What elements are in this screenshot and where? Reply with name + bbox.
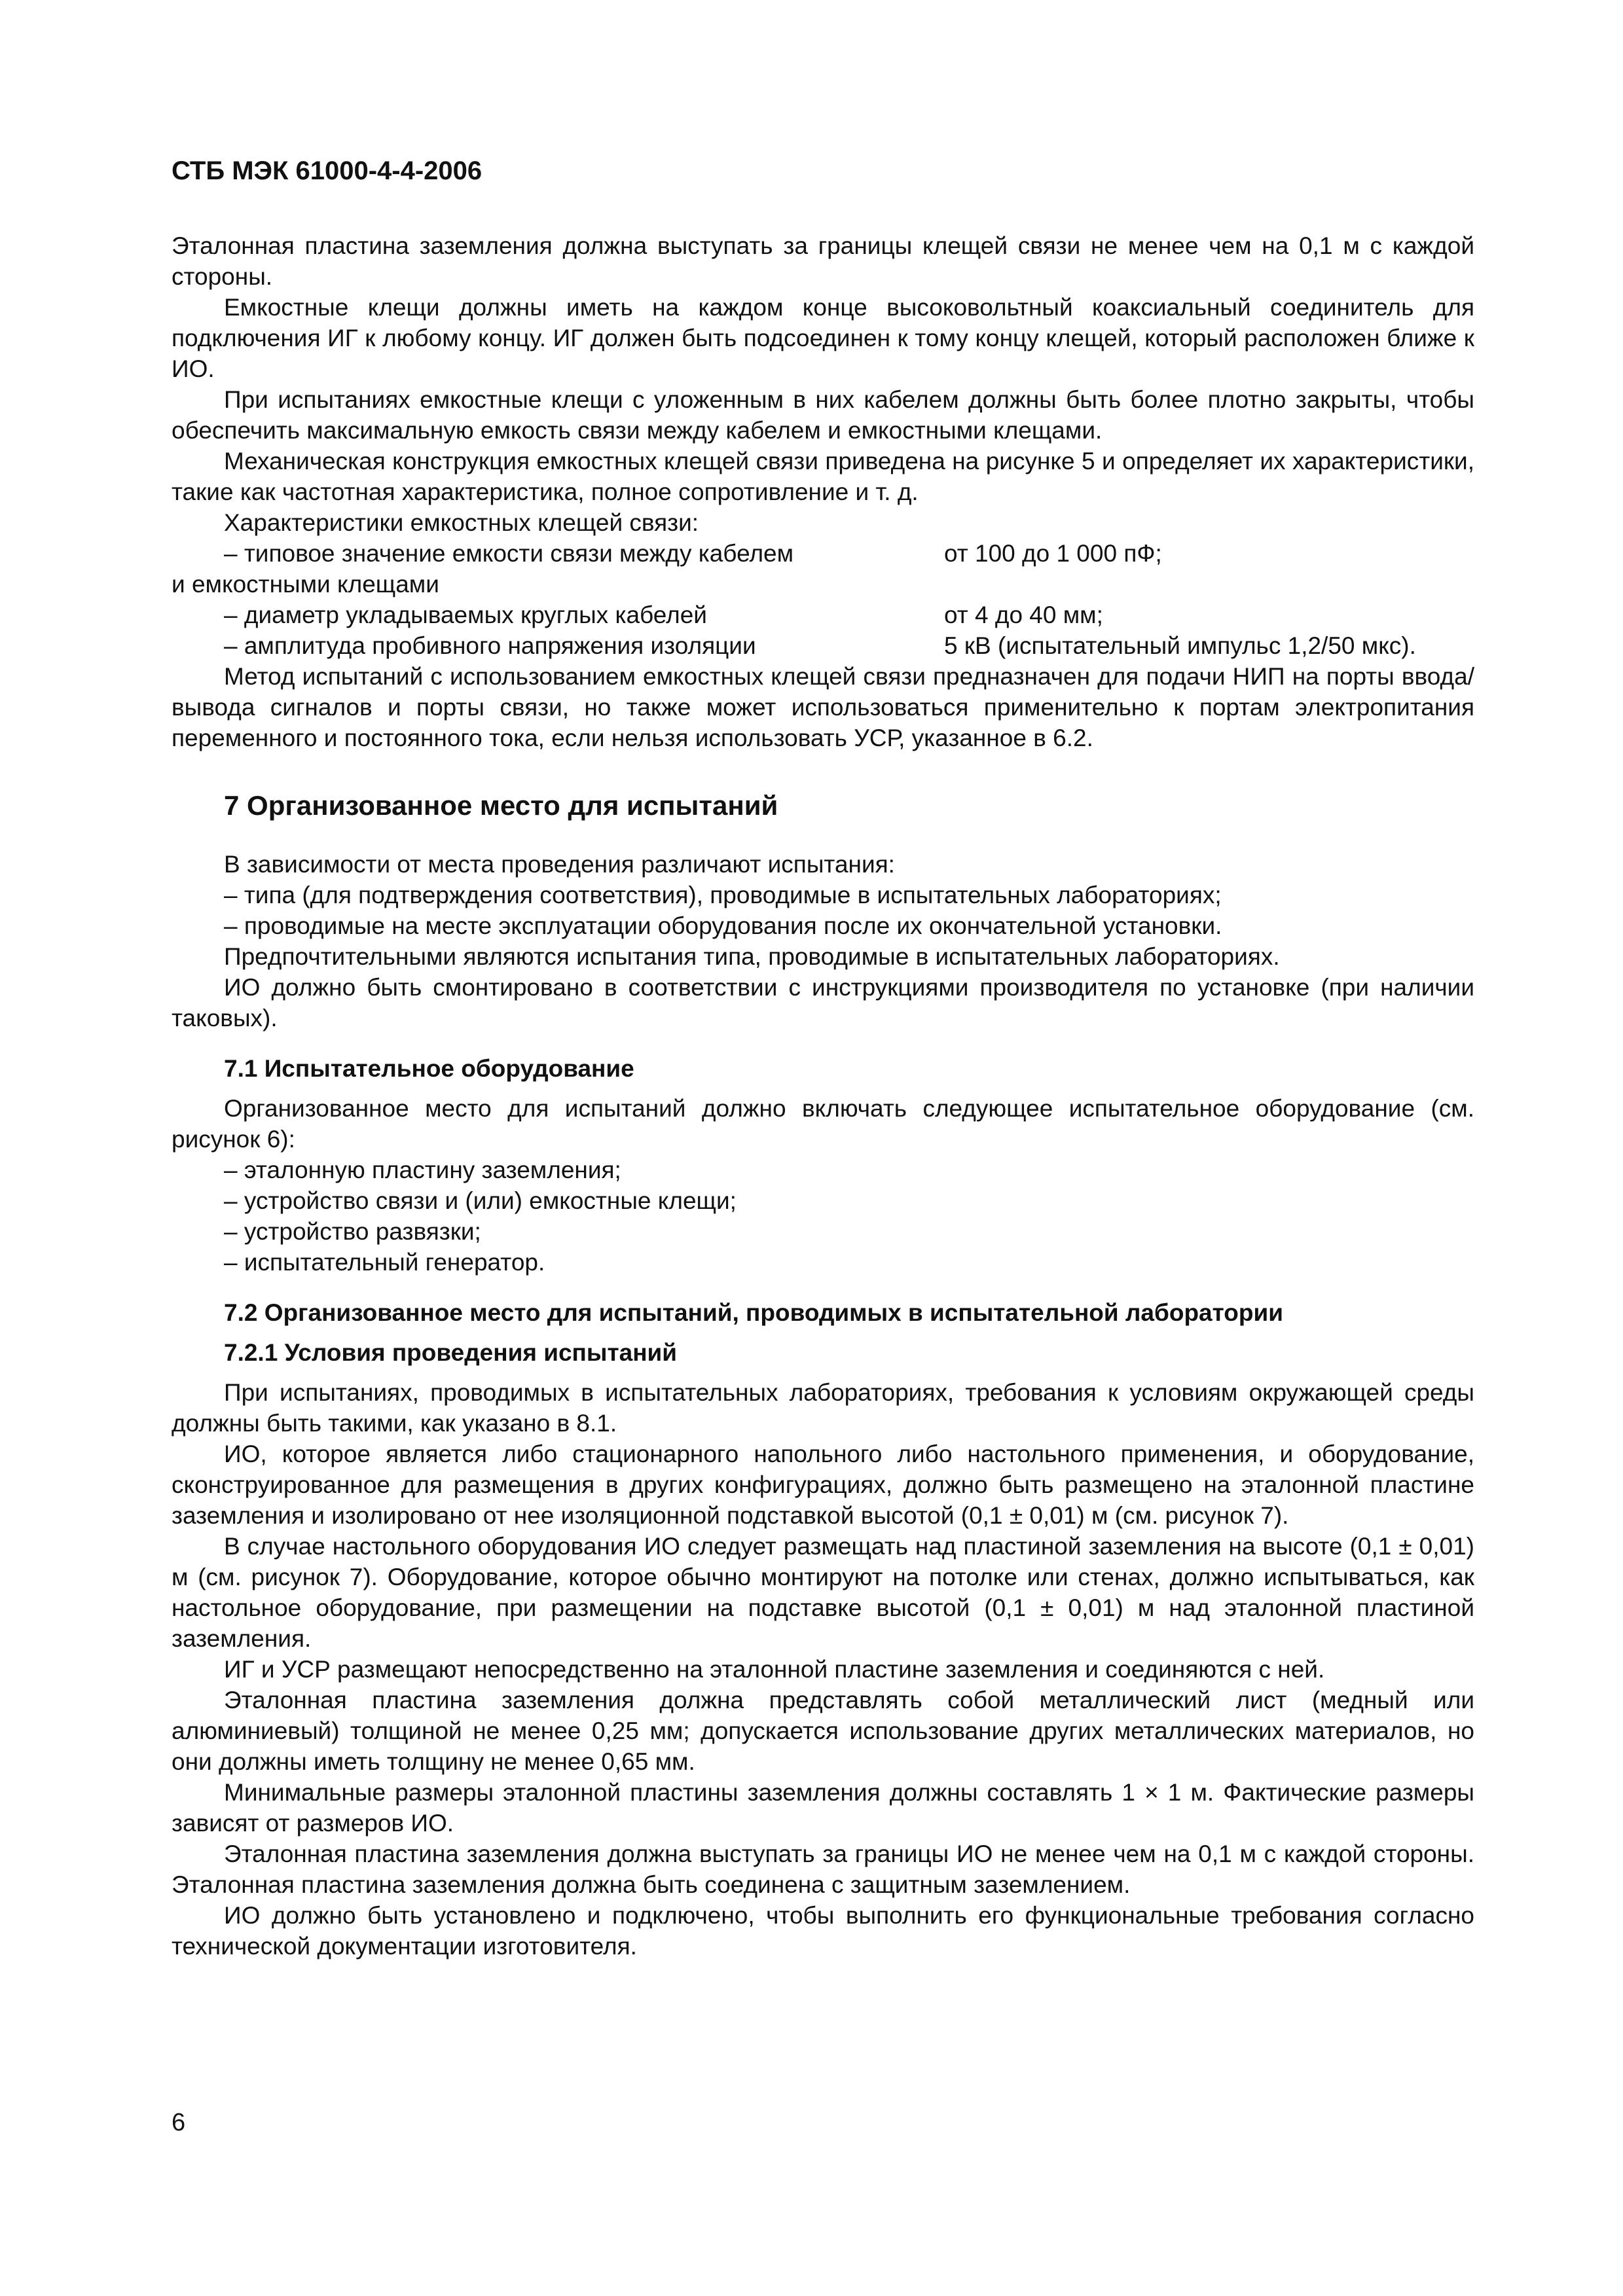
subsection-heading: 7.2.1 Условия проведения испытаний [224,1339,678,1366]
characteristic-value: от 4 до 40 мм; [944,601,1103,628]
paragraph: Емкостные клещи должны иметь на каждом конце высоковольтный коаксиальный соединитель для подключения ИГ к любому концу. ИГ должен быть подсоединен к тому концу клещей, который расположен ближе к ИО. [172,294,1474,382]
list-item: – испытательный генератор. [224,1249,545,1276]
list-item: – типа (для подтверждения соответствия), проводимые в испытательных лабораториях; [224,882,1222,908]
paragraph: ИО должно быть смонтировано в соответствии с инструкциями производителя по установке (при наличии таковых). [172,974,1474,1031]
paragraph: Организованное место для испытаний должно включать следующее испытательное оборудование (см. рисунок 6): [172,1095,1474,1153]
characteristic-continuation: и емкостными клещами [172,571,439,598]
characteristic-value: 5 кВ (испытательный импульс 1,2/50 мкс). [944,632,1416,659]
characteristic-value: от 100 до 1 000 пФ; [944,540,1162,567]
paragraph: При испытаниях емкостные клещи с уложенным в них кабелем должны быть более плотно закрыты, чтобы обеспечить максимальную емкость связи между кабелем и емкостными клещами. [172,386,1474,444]
list-item: – эталонную пластину заземления; [224,1157,621,1183]
paragraph: В зависимости от места проведения различают испытания: [224,851,895,878]
document-header: СТБ МЭК 61000-4-4-2006 [172,156,483,185]
paragraph: Механическая конструкция емкостных клещей связи приведена на рисунке 5 и определяет их характеристики, такие как частотная характеристика, полное сопротивление и т. д. [172,448,1474,505]
paragraph: Предпочтительными являются испытания типа, проводимые в испытательных лабораториях. [224,943,1280,970]
paragraph: Эталонная пластина заземления должна представлять собой металлический лист (медный или алюминиевый) толщиной не менее 0,25 мм; допускается использование других металлических материалов, но они должны иметь толщину не менее 0,65 мм. [172,1687,1474,1775]
paragraph: ИГ и УСР размещают непосредственно на эталонной пластине заземления и соединяются с ней. [224,1656,1325,1683]
characteristic-row [172,538,1474,569]
list-item: – устройство развязки; [224,1218,481,1245]
paragraph: ИО должно быть установлено и подключено, чтобы выполнить его функциональные требования согласно технической документации изготовителя. [172,1902,1474,1960]
paragraph: Характеристики емкостных клещей связи: [224,509,699,536]
list-item: – проводимые на месте эксплуатации оборудования после их окончательной установки. [224,912,1222,939]
paragraph: Эталонная пластина заземления должна выступать за границы ИО не менее чем на 0,1 м с каждой стороны. Эталонная пластина заземления должна быть соединена с защитным заземлением. [172,1840,1474,1898]
characteristic-row [172,630,1474,661]
characteristic-label: – амплитуда пробивного напряжения изоляции [224,632,756,659]
subsection-heading: 7.2 Организованное место для испытаний, проводимых в испытательной лаборатории [224,1299,1283,1326]
characteristic-label: – диаметр укладываемых круглых кабелей [224,601,707,628]
paragraph: Минимальные размеры эталонной пластины заземления должны составлять 1 × 1 м. Фактические размеры зависят от размеров ИО. [172,1779,1474,1837]
characteristic-row [172,600,1474,630]
paragraph: Эталонная пластина заземления должна выступать за границы клещей связи не менее чем на 0,1 м с каждой стороны. [172,232,1474,290]
characteristic-label: – типовое значение емкости связи между кабелем [224,540,794,567]
page-number: 6 [172,2109,186,2136]
paragraph: В случае настольного оборудования ИО следует размещать над пластиной заземления на высоте (0,1 ± 0,01) м (см. рисунок 7). Оборудование, которое обычно монтируют на потолке или стенах, должно испытываться, как настольное оборудование, при размещении на подставке высотой (0,1 ± 0,01) м над эталонной пластиной заземления. [172,1533,1474,1652]
paragraph: При испытаниях, проводимых в испытательных лабораториях, требования к условиям окружающей среды должны быть такими, как указано в 8.1. [172,1379,1474,1437]
document-body [172,230,1474,1962]
paragraph: ИО, которое является либо стационарного напольного либо настольного применения, и оборудование, сконструированное для размещения в других конфигурациях, должно быть размещено на эталонной пластине заземления и изолировано от нее изоляционной подставкой высотой (0,1 ± 0,01) м (см. рисунок 7). [172,1441,1474,1529]
section-heading: 7 Организованное место для испытаний [224,790,778,821]
list-item: – устройство связи и (или) емкостные клещи; [224,1187,737,1214]
paragraph: Метод испытаний с использованием емкостных клещей связи предназначен для подачи НИП на порты ввода/вывода сигналов и порты связи, но также может использоваться применительно к портам электропитания переменного и постоянного тока, если нельзя использовать УСР, указанное в 6.2. [172,663,1474,751]
subsection-heading: 7.1 Испытательное оборудование [224,1055,634,1082]
